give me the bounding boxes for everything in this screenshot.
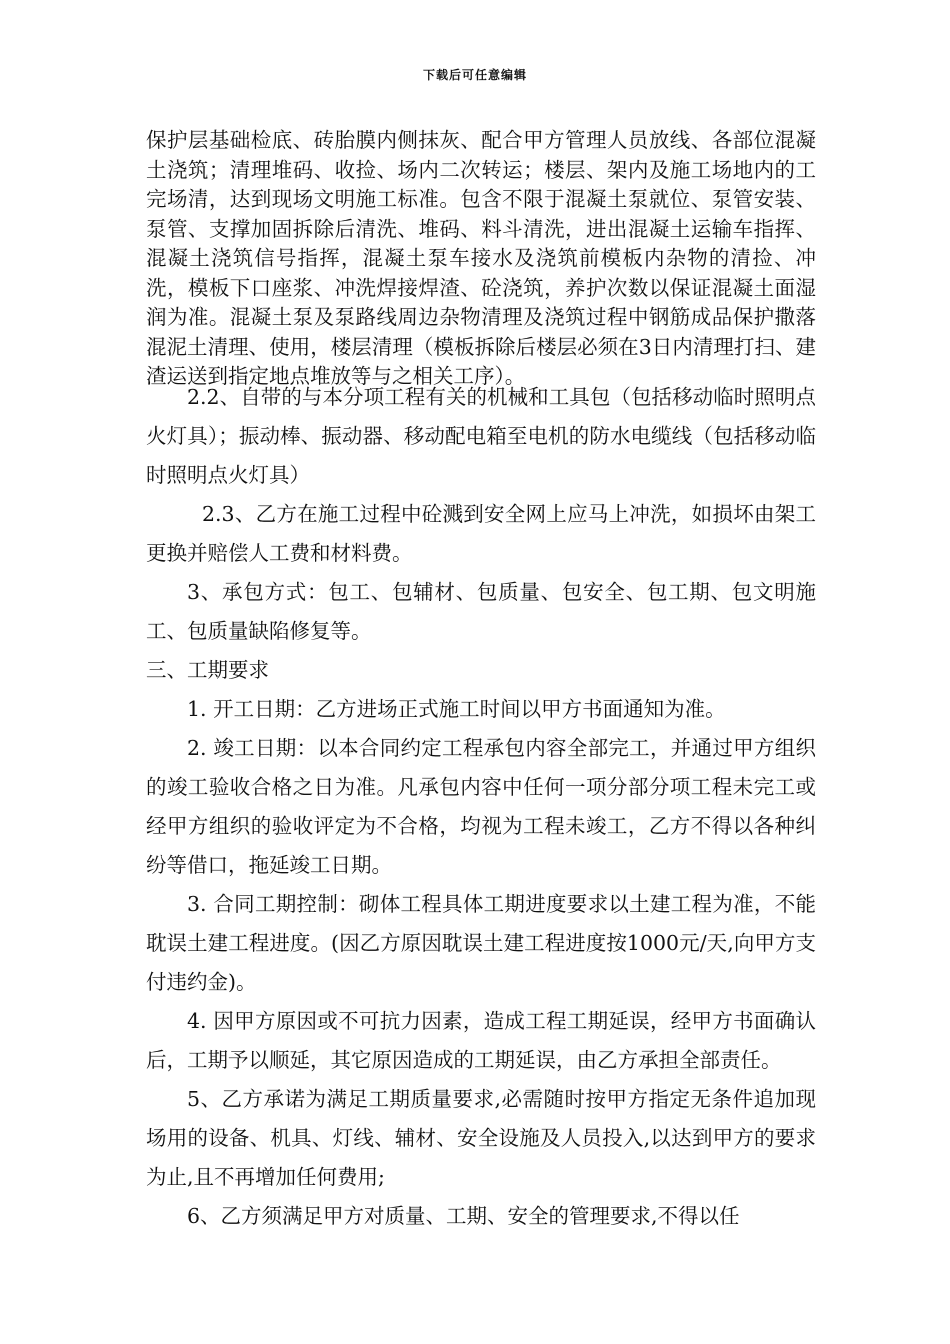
section-heading-schedule: 三、工期要求 (146, 658, 269, 682)
schedule-item-5: 5、乙方承诺为满足工期质量要求,必需随时按甲方指定无条件追加现场用的设备、机具、灯线、辅材、安全设施及人员投入,以达到甲方的要求为止,且不再增加任何费用; (146, 1087, 816, 1189)
document-body (146, 378, 816, 1236)
clause-3-contract-mode: 3、承包方式：包工、包辅材、包质量、包安全、包工期、包文明施工、包质量缺陷修复等。 (146, 580, 816, 643)
schedule-item-2: 2. 竣工日期：以本合同约定工程承包内容全部完工，并通过甲方组织的竣工验收合格之日为准。凡承包内容中任何一项分部分项工程未完工或经甲方组织的验收评定为不合格，均视为工程未竣工，乙方不得以各种纠纷等借口，拖延竣工日期。 (146, 736, 816, 877)
schedule-item-3: 3. 合同工期控制：砌体工程具体工期进度要求以土建工程为准，不能耽误土建工程进度。(因乙方原因耽误土建工程进度按1000元/天,向甲方支付违约金)。 (146, 892, 816, 994)
schedule-item-1: 1. 开工日期：乙方进场正式施工时间以甲方书面通知为准。 (187, 697, 726, 721)
clause-2-2: 2.2、自带的与本分项工程有关的机械和工具包（包括移动临时照明点火灯具）；振动棒、振动器、移动配电箱至电机的防水电缆线（包括移动临时照明点火灯具） (146, 385, 816, 487)
clause-2-3: 2.3、乙方在施工过程中砼溅到安全网上应马上冲洗，如损坏由架工更换并赔偿人工费和材料费。 (146, 502, 816, 565)
schedule-item-6: 6、乙方须满足甲方对质量、工期、安全的管理要求,不得以任 (187, 1204, 740, 1228)
schedule-item-4: 4. 因甲方原因或不可抗力因素，造成工程工期延误，经甲方书面确认后，工期予以顺延，其它原因造成的工期延误，由乙方承担全部责任。 (146, 1009, 816, 1072)
page-header: 下载后可任意编辑 (422, 68, 527, 82)
continuation-paragraph: 保护层基础检底、砖胎膜内侧抹灰、配合甲方管理人员放线、各部位混凝土浇筑；清理堆码、收捡、场内二次转运；楼层、架内及施工场地内的工完场清，达到现场文明施工标准。包含不限于混凝土泵就位、泵管安装、泵管、支撑加固拆除后清洗、堆码、料斗清洗，进出混凝土运输车指挥、混凝土浇筑信号指挥，混凝土泵车接水及浇筑前模板内杂物的清捡、冲洗，模板下口座浆、冲洗焊接焊渣、砼浇筑，养护次数以保证混凝土面湿润为准。混凝土泵及泵路线周边杂物清理及浇筑过程中钢筋成品保护撒落混泥土清理、使用，楼层清理（模板拆除后楼层必须在3日内清理打扫、建渣运送到指定地点堆放等与之相关工序）。 (146, 128, 816, 388)
